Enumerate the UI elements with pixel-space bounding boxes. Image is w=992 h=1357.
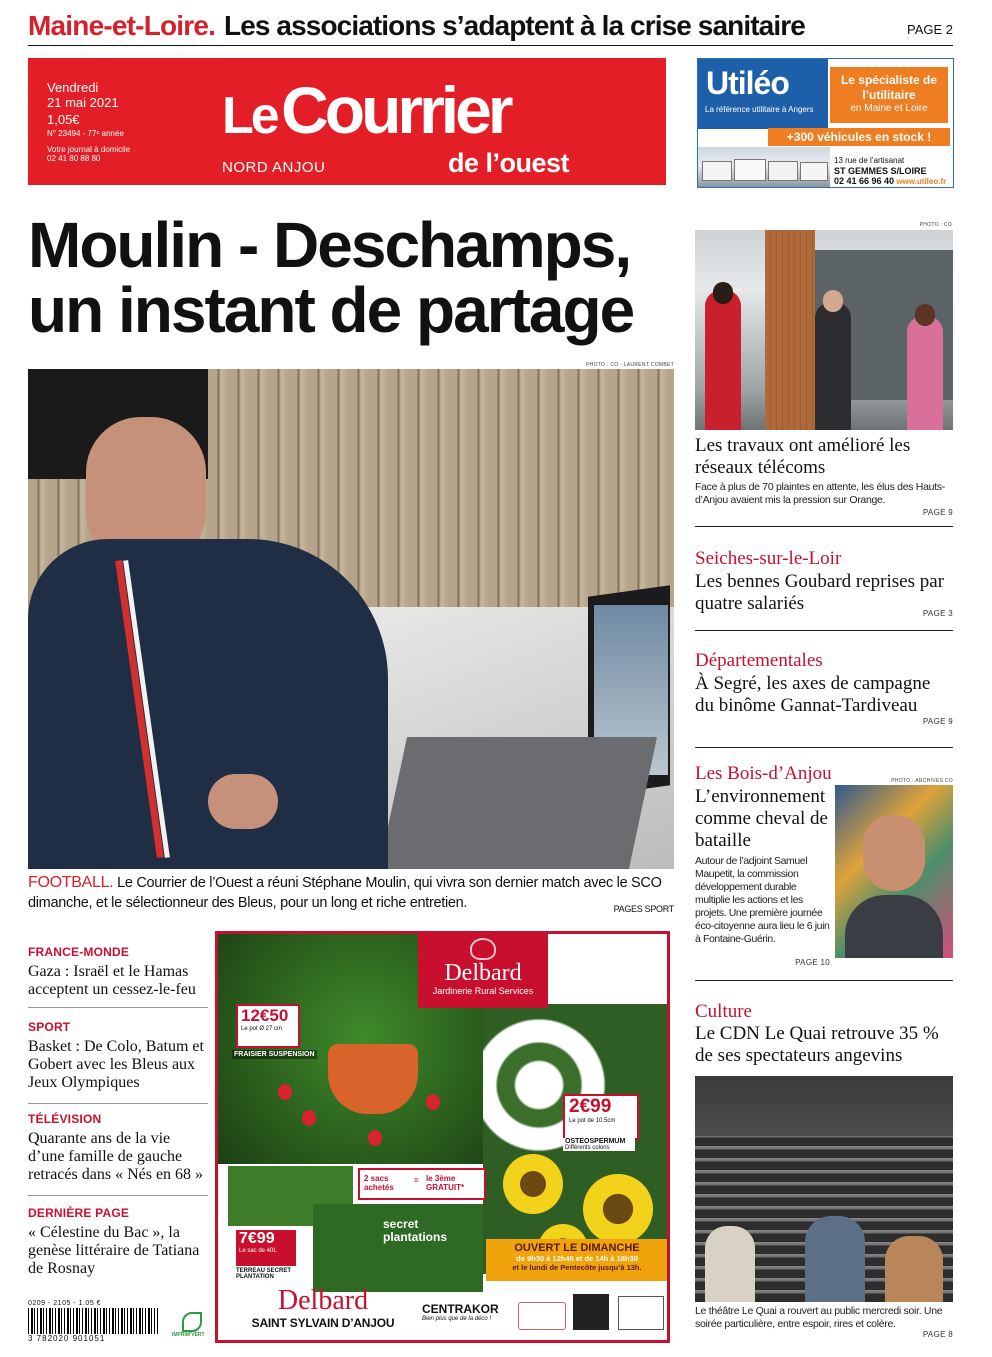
leaf-icon [182, 1312, 202, 1332]
telecom-headline[interactable]: Les travaux ont amélioré les réseaux télécoms [695, 435, 911, 478]
offer-left: 2 sacs achetés [364, 1174, 394, 1192]
utileo-stock: +300 véhicules en stock ! [768, 128, 950, 146]
opening-box [486, 1239, 668, 1281]
offer-right: le 3ème GRATUIT* [426, 1174, 465, 1192]
masthead-price: 1,05€ [47, 112, 80, 127]
top-banner [28, 8, 963, 44]
departementales-page: PAGE 9 [922, 717, 953, 726]
utileo-specialist: Le spécialiste de l’utilitaire [840, 73, 938, 102]
barcode-bars [28, 1308, 158, 1334]
zoe-logo [518, 1302, 566, 1330]
centrakor-tag: Bien plus que de la déco ! [422, 1316, 492, 1322]
price-tag-terreau [236, 1230, 296, 1266]
banner-headline[interactable]: Les associations s’adaptent à la crise sanitaire [224, 10, 805, 41]
barcode-digits: 3 782020 901051 [28, 1334, 106, 1343]
masthead-issue: N° 23494 - 77ᵉ année [47, 129, 124, 138]
culture-headline[interactable]: Le CDN Le Quai retrouve 35 % de ses spectateurs angevins [695, 1023, 939, 1066]
utileo-region: en Maine et Loire [850, 103, 928, 114]
masthead-date: 21 mai 2021 [47, 95, 119, 110]
newspaper-logo [222, 72, 510, 148]
delbard-brand: Delbard [444, 960, 522, 986]
bois-text: Autour de l’adjoint Samuel Maupetit, la commission développement durable multiplie les actions et les projets. Une première journée éco-citoyenne aura lieu le 6 juin à Fontaine-Guérin. [695, 855, 830, 945]
delbard-footer-brand: Delbard [277, 1285, 369, 1316]
bois-photo-credit: PHOTO : ARCHIVES CO [891, 778, 953, 784]
masthead-edition: NORD ANJOU [222, 159, 326, 176]
delbard-store: SAINT SYLVAIN D’ANJOU [251, 1316, 395, 1330]
culture-caption: Le théâtre Le Quai a rouvert au public mercredi soir. Une soirée particulière, entre espoir, rires et colère. [695, 1305, 943, 1330]
masthead-delivery: Votre journal à domicile [47, 145, 131, 154]
offer-box [358, 1168, 486, 1200]
price-tag-osteo [563, 1094, 639, 1140]
offer-equals: = [414, 1176, 419, 1185]
culture-theatre-photo[interactable] [695, 1076, 953, 1302]
masthead-day: Vendredi [47, 80, 99, 95]
teaser-france-monde[interactable] [28, 945, 208, 999]
teaser-headline: « Célestine du Bac », la genèse littéraire de Tatiana de Rosnay [28, 1224, 200, 1277]
product2: OSTEOSPERMUM [565, 1138, 626, 1145]
product1: FRAISIER SUSPENSION [234, 1051, 315, 1058]
barcode-code: 0209 - 2105 - 1.05 € [28, 1300, 102, 1307]
boutique-logo [573, 1294, 609, 1330]
horse-logo [618, 1296, 664, 1330]
utileo-phone: 02 41 66 96 40 [834, 176, 895, 186]
logo-ouest: de l’ouest [448, 148, 570, 178]
telecom-page: PAGE 9 [922, 508, 953, 517]
utileo-tagline: La référence utilitaire à Angers [705, 105, 814, 114]
teaser-kicker: DERNIÈRE PAGE [28, 1206, 130, 1220]
teaser-kicker: SPORT [28, 1020, 71, 1034]
price3-unit: Le sac de 40L [239, 1248, 277, 1254]
departementales-headline[interactable]: À Segré, les axes de campagne du binôme Gannat-Tardiveau [695, 673, 931, 716]
teaser-sport[interactable] [28, 1020, 208, 1092]
main-photo-credit: PHOTO : CO - LAURENT COMBET [586, 362, 674, 368]
seiches-page: PAGE 3 [922, 609, 953, 618]
ad-utileo[interactable] [697, 58, 954, 188]
rose-icon [470, 938, 496, 960]
terreau-bag-front [313, 1204, 483, 1292]
price-tag-strawberry [236, 1004, 300, 1048]
ad-delbard[interactable] [215, 931, 670, 1343]
logo-le: Le [222, 87, 277, 145]
bois-page: PAGE 10 [795, 958, 830, 967]
telecom-photo[interactable] [695, 230, 953, 430]
open-hours: de 9h30 à 12h45 et de 14h à 18h30 [516, 1254, 638, 1263]
price1-unit: Le pot Ø 27 cm [241, 1026, 283, 1032]
main-headline[interactable] [28, 209, 678, 346]
price3: 7€99 [239, 1230, 275, 1247]
utileo-vans-photo [698, 147, 830, 187]
barcode [28, 1300, 168, 1350]
seiches-headline[interactable]: Les bennes Goubard reprises par quatre salariés [695, 571, 945, 614]
main-caption-page: PAGES SPORT [613, 904, 674, 914]
utileo-site[interactable]: www.utileo.fr [896, 177, 947, 186]
main-caption [28, 873, 674, 919]
main-headline-line2: un instant de partage [28, 274, 634, 346]
teaser-headline: Basket : De Colo, Batum et Gobert avec les Bleus aux Jeux Olympiques [28, 1038, 204, 1091]
seiches-section: Seiches-sur-le-Loir [695, 548, 842, 569]
delbard-subtitle: Jardinerie Rural Services [432, 986, 534, 996]
masthead-phone: 02 41 80 88 80 [47, 154, 101, 163]
imprimvert-logo [172, 1312, 212, 1348]
banner-page: PAGE 2 [906, 22, 953, 37]
price2-unit: Le pot de 10.5cm [569, 1118, 616, 1124]
teaser-headline: Quarante ans de la vie d’une famille de gauche retracés dans « Nés en 68 » [28, 1130, 204, 1183]
departementales-section: Départementales [695, 650, 823, 671]
open-extra: et le lundi de Pentecôte jusqu’à 13h. [512, 1263, 642, 1272]
utileo-contact [834, 156, 946, 187]
delbard-footer-logo [228, 1286, 418, 1341]
culture-page: PAGE 8 [922, 1330, 953, 1339]
banner-region: Maine-et-Loire. [28, 10, 216, 41]
utileo-specialist-box [830, 67, 948, 123]
product2-sub: Différents coloris [565, 1145, 610, 1151]
bag-label: secret plantations [383, 1217, 448, 1244]
centrakor-logo [422, 1302, 512, 1322]
centrakor-name: CENTRAKOR [422, 1302, 499, 1316]
teaser-television[interactable] [28, 1112, 208, 1184]
logo-courrier: Courrier [281, 73, 510, 147]
product3: TERREAU SECRET PLANTATION [236, 1268, 298, 1280]
masthead [28, 58, 666, 185]
bois-section: Les Bois-d’Anjou [695, 763, 832, 784]
imprimvert-label: IMPRIM'VERT [172, 1332, 205, 1338]
telecom-photo-credit: PHOTO : CO [919, 222, 952, 228]
teaser-kicker: FRANCE-MONDE [28, 945, 130, 959]
open-title: OUVERT LE DIMANCHE [514, 1242, 640, 1254]
culture-section: Culture [695, 1001, 752, 1022]
teaser-kicker: TÉLÉVISION [28, 1112, 102, 1126]
product2-box [563, 1138, 635, 1151]
teaser-headline: Gaza : Israël et le Hamas acceptent un cessez-le-feu [28, 963, 196, 998]
telecom-text: Face à plus de 70 plaintes en attente, les élus des Hauts-d’Anjou avaient mis la pression sur Orange. [695, 481, 945, 506]
price2: 2€99 [569, 1096, 612, 1117]
bois-headline[interactable]: L’environnement comme cheval de bataille [695, 786, 828, 851]
bois-portrait-photo[interactable] [835, 785, 953, 958]
main-caption-text: Le Courrier de l’Ouest a réuni Stéphane Moulin, qui vivra son dernier match avec le SCO dimanche, et le sélectionneur des Bleus, pour un long et riche entretien. [28, 875, 662, 911]
teaser-derniere-page[interactable] [28, 1206, 208, 1278]
utileo-address: 13 rue de l’artisanat [834, 156, 905, 165]
masthead-info [47, 80, 197, 163]
utileo-brand: Utiléo [706, 65, 789, 101]
main-headline-line1: Moulin - Deschamps, [28, 209, 631, 281]
utileo-city: ST GEMMES S/LOIRE [834, 166, 927, 176]
price1: 12€50 [241, 1006, 289, 1025]
main-caption-kicker: FOOTBALL. [28, 874, 114, 891]
main-photo[interactable] [28, 369, 674, 869]
delbard-header [418, 934, 548, 1008]
